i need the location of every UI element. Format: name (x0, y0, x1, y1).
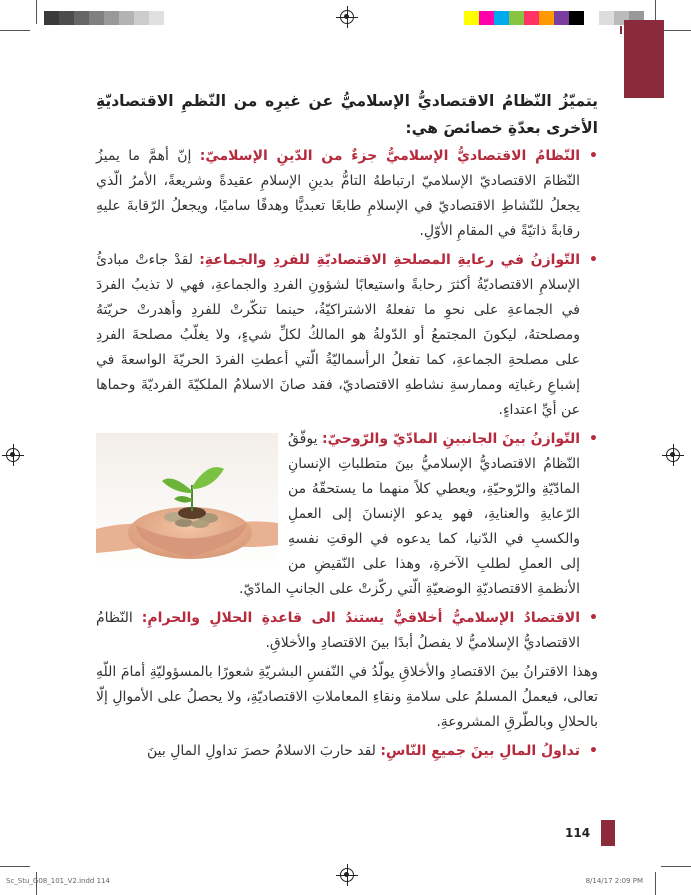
gray-swatch (74, 11, 89, 25)
registration-mark-bottom (340, 868, 354, 882)
bullet-heading: النّظامُ الاقتصاديُّ الإسلاميُّ جزءٌ من الدّينِ الإسلاميّ: (199, 148, 580, 164)
bullet-text: لقد حاربَ الاسلامُ حصرَ تداولِ المالِ بينَ (147, 743, 381, 759)
bullet-dot-icon: • (589, 252, 598, 268)
bullet-item (96, 606, 598, 656)
color-swatch (554, 11, 569, 25)
bullet-heading: التّوازنُ بينَ الجانبينِ المادّيّ والرّوحيّ: (322, 431, 580, 447)
registration-mark-left (6, 448, 20, 462)
bullet-dot-icon: • (589, 431, 598, 447)
gray-swatch (104, 11, 119, 25)
process-color-strip (464, 11, 644, 25)
bullet-text: النّظامُ الاقتصاديُّ الإسلاميُّ لا يفصلُ أبدًا بينَ الاقتصادِ والأخلاقِ. (96, 610, 580, 651)
bullet-dot-icon: • (589, 743, 598, 759)
color-swatch (599, 11, 614, 25)
gray-swatch (149, 11, 164, 25)
bullet-heading: تداولُ المالِ بينَ جميعِ النّاسِ: (380, 743, 580, 759)
bullet-text: يوفّقُ النّظامُ الاقتصاديُّ الإسلاميُّ بينَ متطلباتِ الإنسانِ المادّيّةِ والرّوحيّةِ، ويعطي كلاً منهما ما يستحقّهُ من الرّعايةِ والعنايةِ، فهو يدعو الإنسانَ إلى العملِ والكسبِ في الدّنيا، كما يدعوه في الوقتِ نفسهِ إلى العملِ لطلبِ الآخرةِ، وهذا على النّقيضِ من الأنظمةِ الاقتصاديّةِ الوضعيّةِ الّتي ركّزتْ على الجانبِ المادّيّ. (239, 431, 580, 597)
footer-timestamp: 8/14/17 2:09 PM (585, 877, 643, 885)
hands-plant-illustration (96, 433, 278, 571)
gray-swatch (119, 11, 134, 25)
crop-mark (661, 30, 691, 31)
crop-mark (655, 872, 656, 895)
registration-mark-top (340, 10, 354, 24)
color-swatch (479, 11, 494, 25)
color-swatch (584, 11, 599, 25)
crop-mark (0, 30, 30, 31)
bullet-heading: التّوازنُ في رعايةِ المصلحةِ الاقتصاديّةِ للفردِ والجماعةِ: (199, 252, 580, 268)
bullet-dot-icon: • (589, 610, 598, 626)
gray-swatch (89, 11, 104, 25)
bullet-item (96, 248, 598, 423)
bullet-item-with-photo (96, 427, 598, 602)
bullet-item (96, 144, 598, 244)
crop-mark (36, 0, 37, 24)
chapter-side-tab (624, 20, 664, 98)
color-swatch (509, 11, 524, 25)
color-swatch (464, 11, 479, 25)
gray-swatch (134, 11, 149, 25)
body-paragraph: وهذا الاقترانُ بينَ الاقتصادِ والأخلاقِ يولّدُ في النّفسِ البشريّةِ شعورًا بالمسؤوليّةِ أمامَ اللّهِ تعالى، فيعملُ المسلمُ على سلامةِ ونقاءِ المعاملاتِ الاقتصاديّةِ، ولا يحصلُ على الأموالِ إلّا بالحلالِ وبالطّرقِ المشروعةِ. (96, 664, 598, 730)
page-number-bar (601, 820, 615, 846)
hands-coins-plant-photo (96, 433, 278, 571)
registration-mark-right (666, 448, 680, 462)
intro-text: يتميّزُ النّظامُ الاقتصاديُّ الإسلاميُّ عن غيرِه من النّظمِ الاقتصاديّةِ الأخرى بعدّةِ خصائصَ هي: (96, 92, 598, 137)
color-swatch (569, 11, 584, 25)
bullet-text: لقدْ جاءتْ مبادئُ الإسلامِ الاقتصاديّةُ أكثرَ رحابةً واستيعابًا لشؤونِ الفردِ والجماعةِ، فهي لا تذيبُ الفردَ في الجماعةِ على نحوِ ما تفعلهُ الاشتراكيّةُ، حينما تنكّرتْ للفردِ وأهدرتْ حريّتهُ ومصلحتهُ، ليكونَ المجتمعُ أو الدّولةُ هو المالكُ لكلِّ شيءٍ، ولا يغلّبُ مصلحةَ الفردِ على مصلحةِ الجماعةِ، كما تفعلُ الرأسماليّةُ الّتي أعطتِ الفردَ الحريّةَ الواسعةَ في إشباعِ رغباتِه وممارسةِ نشاطهِ الاقتصاديّ، فقد صانَ الاسلامُ الملكيّةَ الفرديّةَ وحماها عن أيِّ اعتداءٍ. (96, 252, 580, 418)
color-swatch (494, 11, 509, 25)
bullet-dot-icon: • (589, 148, 598, 164)
gray-swatch (44, 11, 59, 25)
gray-color-strip (44, 11, 164, 25)
page-number: 114 (565, 826, 591, 840)
color-swatch (539, 11, 554, 25)
bullet-heading: الاقتصادُ الإسلاميُّ أخلاقيٌّ يستندُ الى قاعدةِ الحلالِ والحرامِ: (141, 610, 580, 626)
crop-mark (0, 866, 30, 867)
crop-mark (661, 866, 691, 867)
gray-swatch (59, 11, 74, 25)
bullet-text: إنّ أهمَّ ما يميزُ النّظامَ الاقتصاديّ الإسلاميّ ارتباطهُ التامُّ بدينِ الإسلامِ عقيدةً وشريعةً، الأمرُ الّذي يجعلُ للنّشاطِ الاقتصاديّ في الإسلامِ طابعًا تعبديًّا وهدفًا ساميًا، ويجعلُ الرّقابةَ عليهِ رقابةً ذاتيّةً في المقامِ الأوّلِ. (96, 148, 580, 239)
color-swatch (524, 11, 539, 25)
page-content (96, 88, 598, 768)
bullet-item (96, 739, 598, 764)
footer-file-info: Sc_Stu_G08_101_V2.indd 114 (6, 877, 110, 885)
